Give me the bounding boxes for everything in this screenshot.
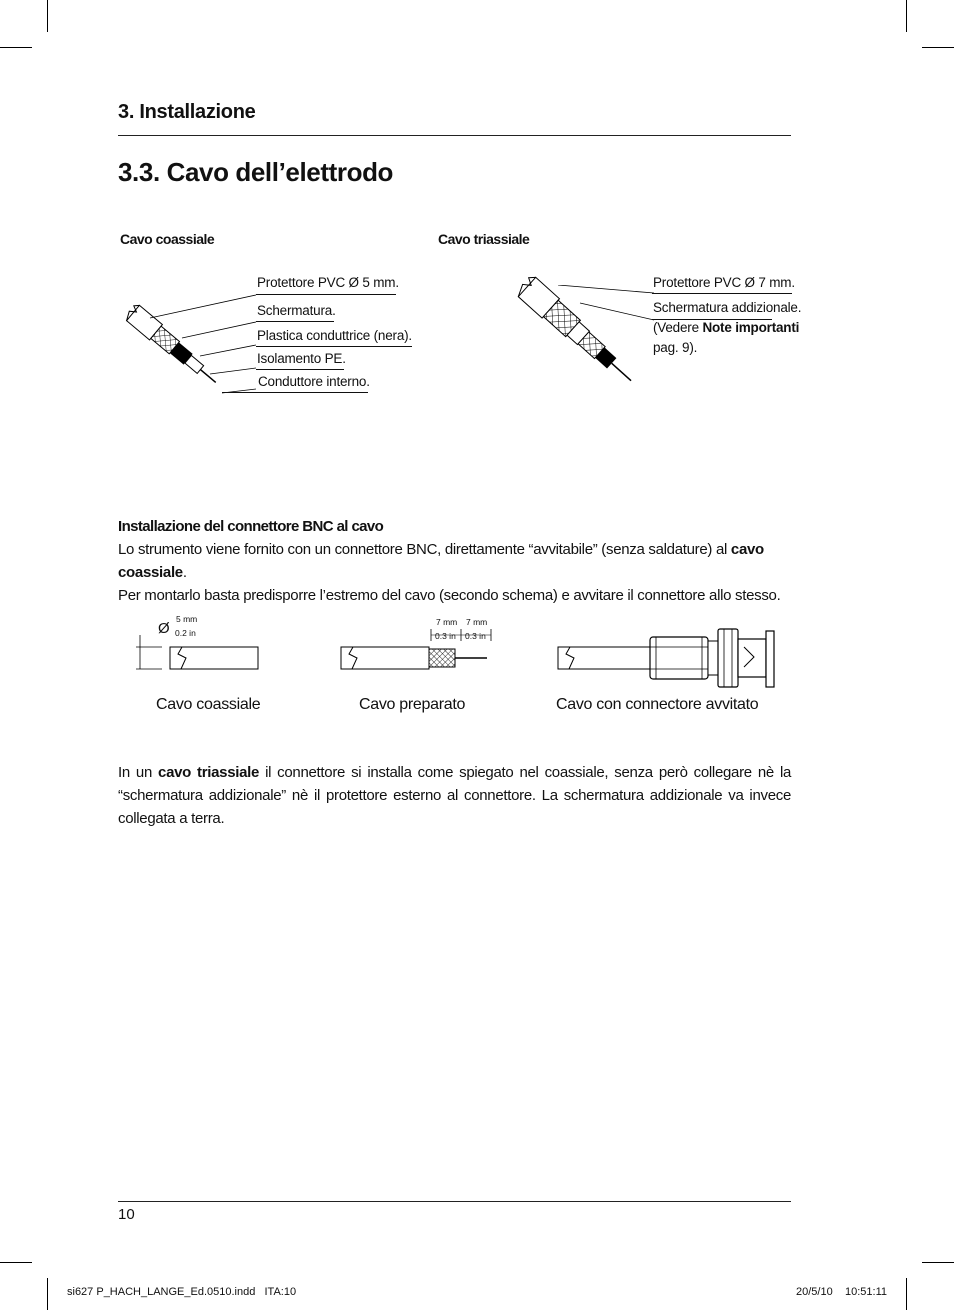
footer-time: 10:51:11 bbox=[845, 1286, 888, 1298]
triax-label-important-notes: Note importanti bbox=[702, 320, 800, 335]
footer-date: 20/5/10 bbox=[796, 1286, 833, 1298]
caption-prepared: Cavo preparato bbox=[359, 696, 466, 713]
crop-mark bbox=[906, 1278, 907, 1310]
coax-label-shield: Schermatura. bbox=[257, 303, 336, 318]
triax-label-pvc: Protettore PVC Ø 7 mm. bbox=[653, 275, 795, 290]
crop-mark bbox=[922, 1262, 954, 1263]
crop-mark bbox=[47, 0, 48, 32]
triax-label-underline bbox=[652, 293, 792, 294]
bnc-text-line1: Lo strumento viene fornito con un connettore BNC, direttamente “avvitabile” (senza saldature) al bbox=[118, 541, 731, 558]
crop-mark bbox=[47, 1278, 48, 1310]
footer-file-info: si627 P_HACH_LANGE_Ed.0510.indd ITA:10 bbox=[67, 1286, 297, 1298]
triax-label-page: pag. 9). bbox=[653, 340, 698, 355]
coax-label-insulation: Isolamento PE. bbox=[257, 351, 346, 366]
page-number: 10 bbox=[118, 1206, 135, 1223]
triax-note-bold: cavo triassiale bbox=[158, 764, 260, 781]
dim-7mm-a: 7 mm bbox=[436, 617, 458, 627]
coax-diagram-caption: Cavo coassiale bbox=[120, 231, 215, 247]
triax-label-see: (Vedere bbox=[653, 320, 703, 335]
diameter-symbol: Ø bbox=[158, 620, 170, 637]
triax-diagram-caption: Cavo triassiale bbox=[438, 231, 530, 247]
coax-label-pvc: Protettore PVC Ø 5 mm. bbox=[257, 275, 399, 290]
triax-leader-lines bbox=[550, 285, 660, 325]
section-heading: 3. Installazione bbox=[118, 101, 256, 123]
crop-mark bbox=[922, 47, 954, 48]
footer-rule bbox=[118, 1201, 791, 1202]
triax-label-additional-shield: Schermatura addizionale. bbox=[653, 300, 802, 315]
prepared-cable-drawing bbox=[335, 625, 500, 675]
coax-label-underline bbox=[256, 346, 412, 347]
page-title: 3.3. Cavo dell’elettrodo bbox=[118, 157, 394, 187]
bnc-heading: Installazione del connettore BNC al cavo bbox=[118, 518, 384, 535]
bnc-paragraph bbox=[118, 538, 791, 607]
triax-note-post: il connettore si installa come spiegato nel coassiale, senza però collegare nè la “schermatura addizionale” nè il protettore esterno al connettore. La schermatura addizionale va invece collegata a terra. bbox=[118, 764, 792, 827]
coax-label-underline bbox=[256, 369, 344, 370]
coax-label-inner-conductor: Conduttore interno. bbox=[258, 374, 370, 389]
coax-label-underline bbox=[256, 294, 396, 295]
dim-03in-b: 0.3 in bbox=[465, 631, 486, 641]
dim-02in: 0.2 in bbox=[175, 628, 196, 638]
coax-label-underline bbox=[256, 321, 334, 322]
coax-leader-lines bbox=[140, 290, 260, 400]
triax-note-pre: In un bbox=[118, 764, 159, 781]
caption-with-connector: Cavo con connectore avvitato bbox=[556, 696, 759, 713]
bnc-text-period: . bbox=[182, 564, 187, 581]
crop-mark bbox=[906, 0, 907, 32]
coax-label-underline bbox=[222, 392, 368, 393]
bnc-text-coax-bold: cavo coassiale bbox=[118, 541, 764, 581]
dim-5mm: 5 mm bbox=[176, 614, 198, 624]
cable-with-connector-drawing bbox=[552, 625, 782, 695]
dim-03in-a: 0.3 in bbox=[435, 631, 456, 641]
coax-label-conductive-plastic: Plastica conduttrice (nera). bbox=[257, 328, 412, 343]
crop-mark bbox=[0, 1262, 32, 1263]
triax-label-reference bbox=[653, 320, 799, 335]
triax-note-paragraph bbox=[118, 761, 791, 830]
caption-coax: Cavo coassiale bbox=[156, 696, 261, 713]
crop-mark bbox=[0, 47, 32, 48]
bnc-text-line2: Per montarlo basta predisporre l’estremo del cavo (secondo schema) e avvitare il connettore allo stesso. bbox=[118, 587, 781, 604]
dim-7mm-b: 7 mm bbox=[466, 617, 488, 627]
header-rule bbox=[118, 135, 791, 136]
coax-cable-end-drawing bbox=[130, 635, 265, 675]
